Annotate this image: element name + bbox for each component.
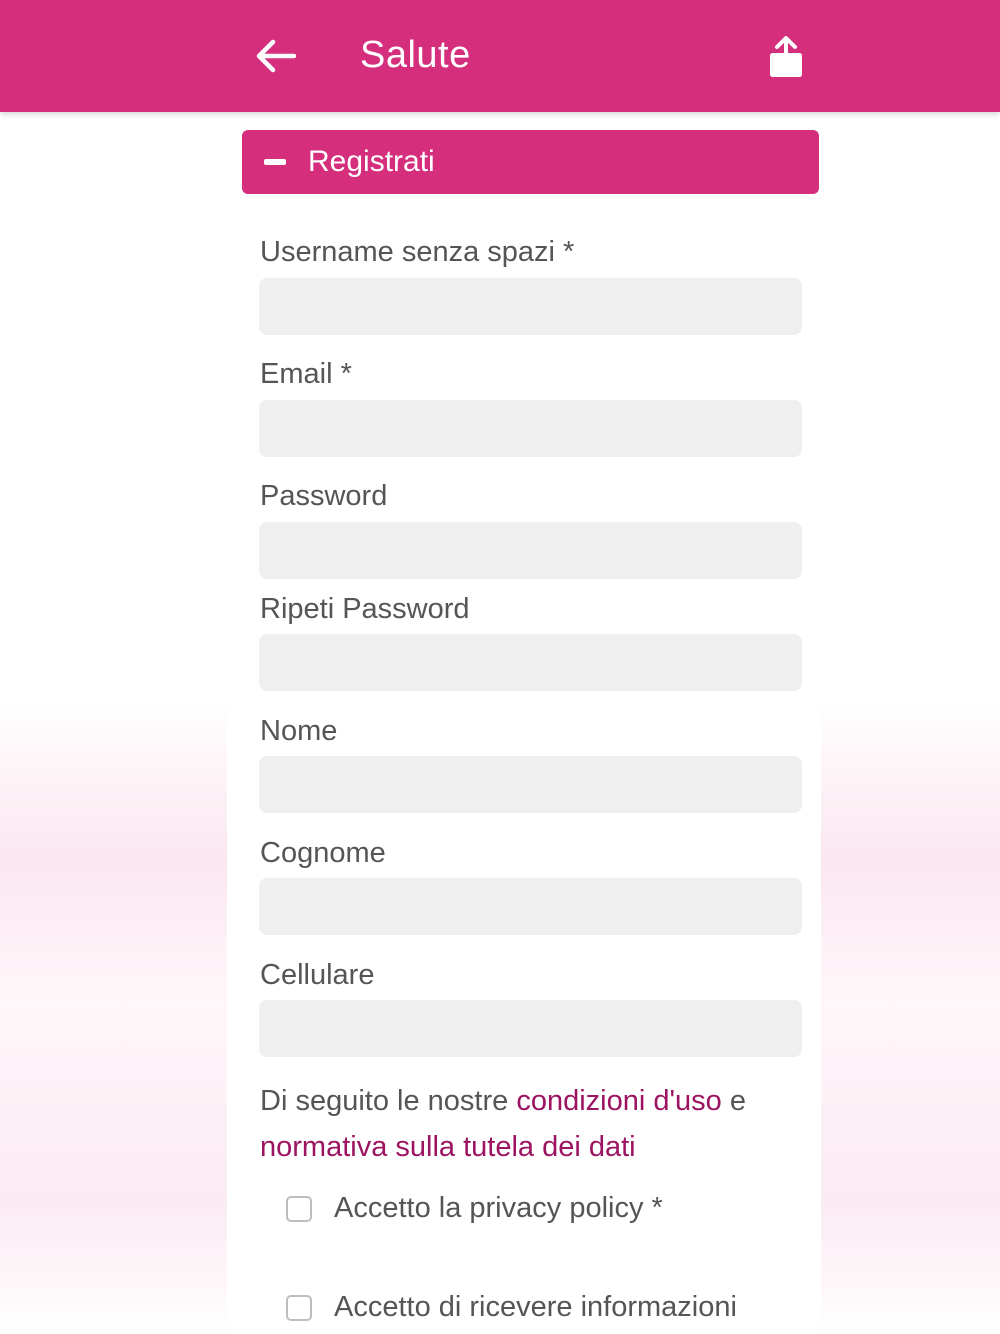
password-label: Password [260, 480, 388, 512]
username-label: Username senza spazi * [260, 236, 575, 268]
marketing-consent[interactable] [286, 1291, 737, 1324]
password-input[interactable] [259, 522, 802, 579]
first-name-label: Nome [260, 715, 338, 747]
app-header [0, 0, 1000, 112]
mobile-input[interactable] [259, 1000, 802, 1057]
email-input[interactable] [259, 400, 802, 457]
privacy-checkbox[interactable] [286, 1196, 312, 1222]
username-input[interactable] [259, 278, 802, 335]
last-name-label: Cognome [260, 837, 386, 869]
share-icon [768, 36, 804, 80]
page-title: Salute [360, 34, 471, 76]
legal-conjunction: e [721, 1085, 746, 1117]
mobile-label: Cellulare [260, 959, 375, 991]
marketing-consent-label: Accetto di ricevere informazioni [334, 1291, 737, 1323]
share-button[interactable] [760, 30, 812, 86]
email-label: Email * [260, 358, 352, 390]
minus-icon [264, 159, 286, 165]
legal-notice [260, 1078, 800, 1170]
privacy-consent[interactable] [286, 1192, 663, 1225]
section-title: Registrati [308, 145, 435, 178]
terms-link[interactable]: condizioni d'uso [516, 1085, 722, 1117]
back-button[interactable] [250, 30, 302, 82]
privacy-link[interactable]: normativa sulla tutela dei dati [260, 1131, 636, 1163]
first-name-input[interactable] [259, 756, 802, 813]
last-name-input[interactable] [259, 878, 802, 935]
registration-panel [227, 112, 821, 1334]
arrow-left-icon [256, 39, 296, 73]
privacy-consent-label: Accetto la privacy policy * [334, 1192, 663, 1224]
repeat-password-input[interactable] [259, 634, 802, 691]
legal-prefix: Di seguito le nostre [260, 1085, 517, 1117]
marketing-checkbox[interactable] [286, 1295, 312, 1321]
repeat-password-label: Ripeti Password [260, 593, 470, 625]
register-section-toggle[interactable] [242, 130, 819, 194]
